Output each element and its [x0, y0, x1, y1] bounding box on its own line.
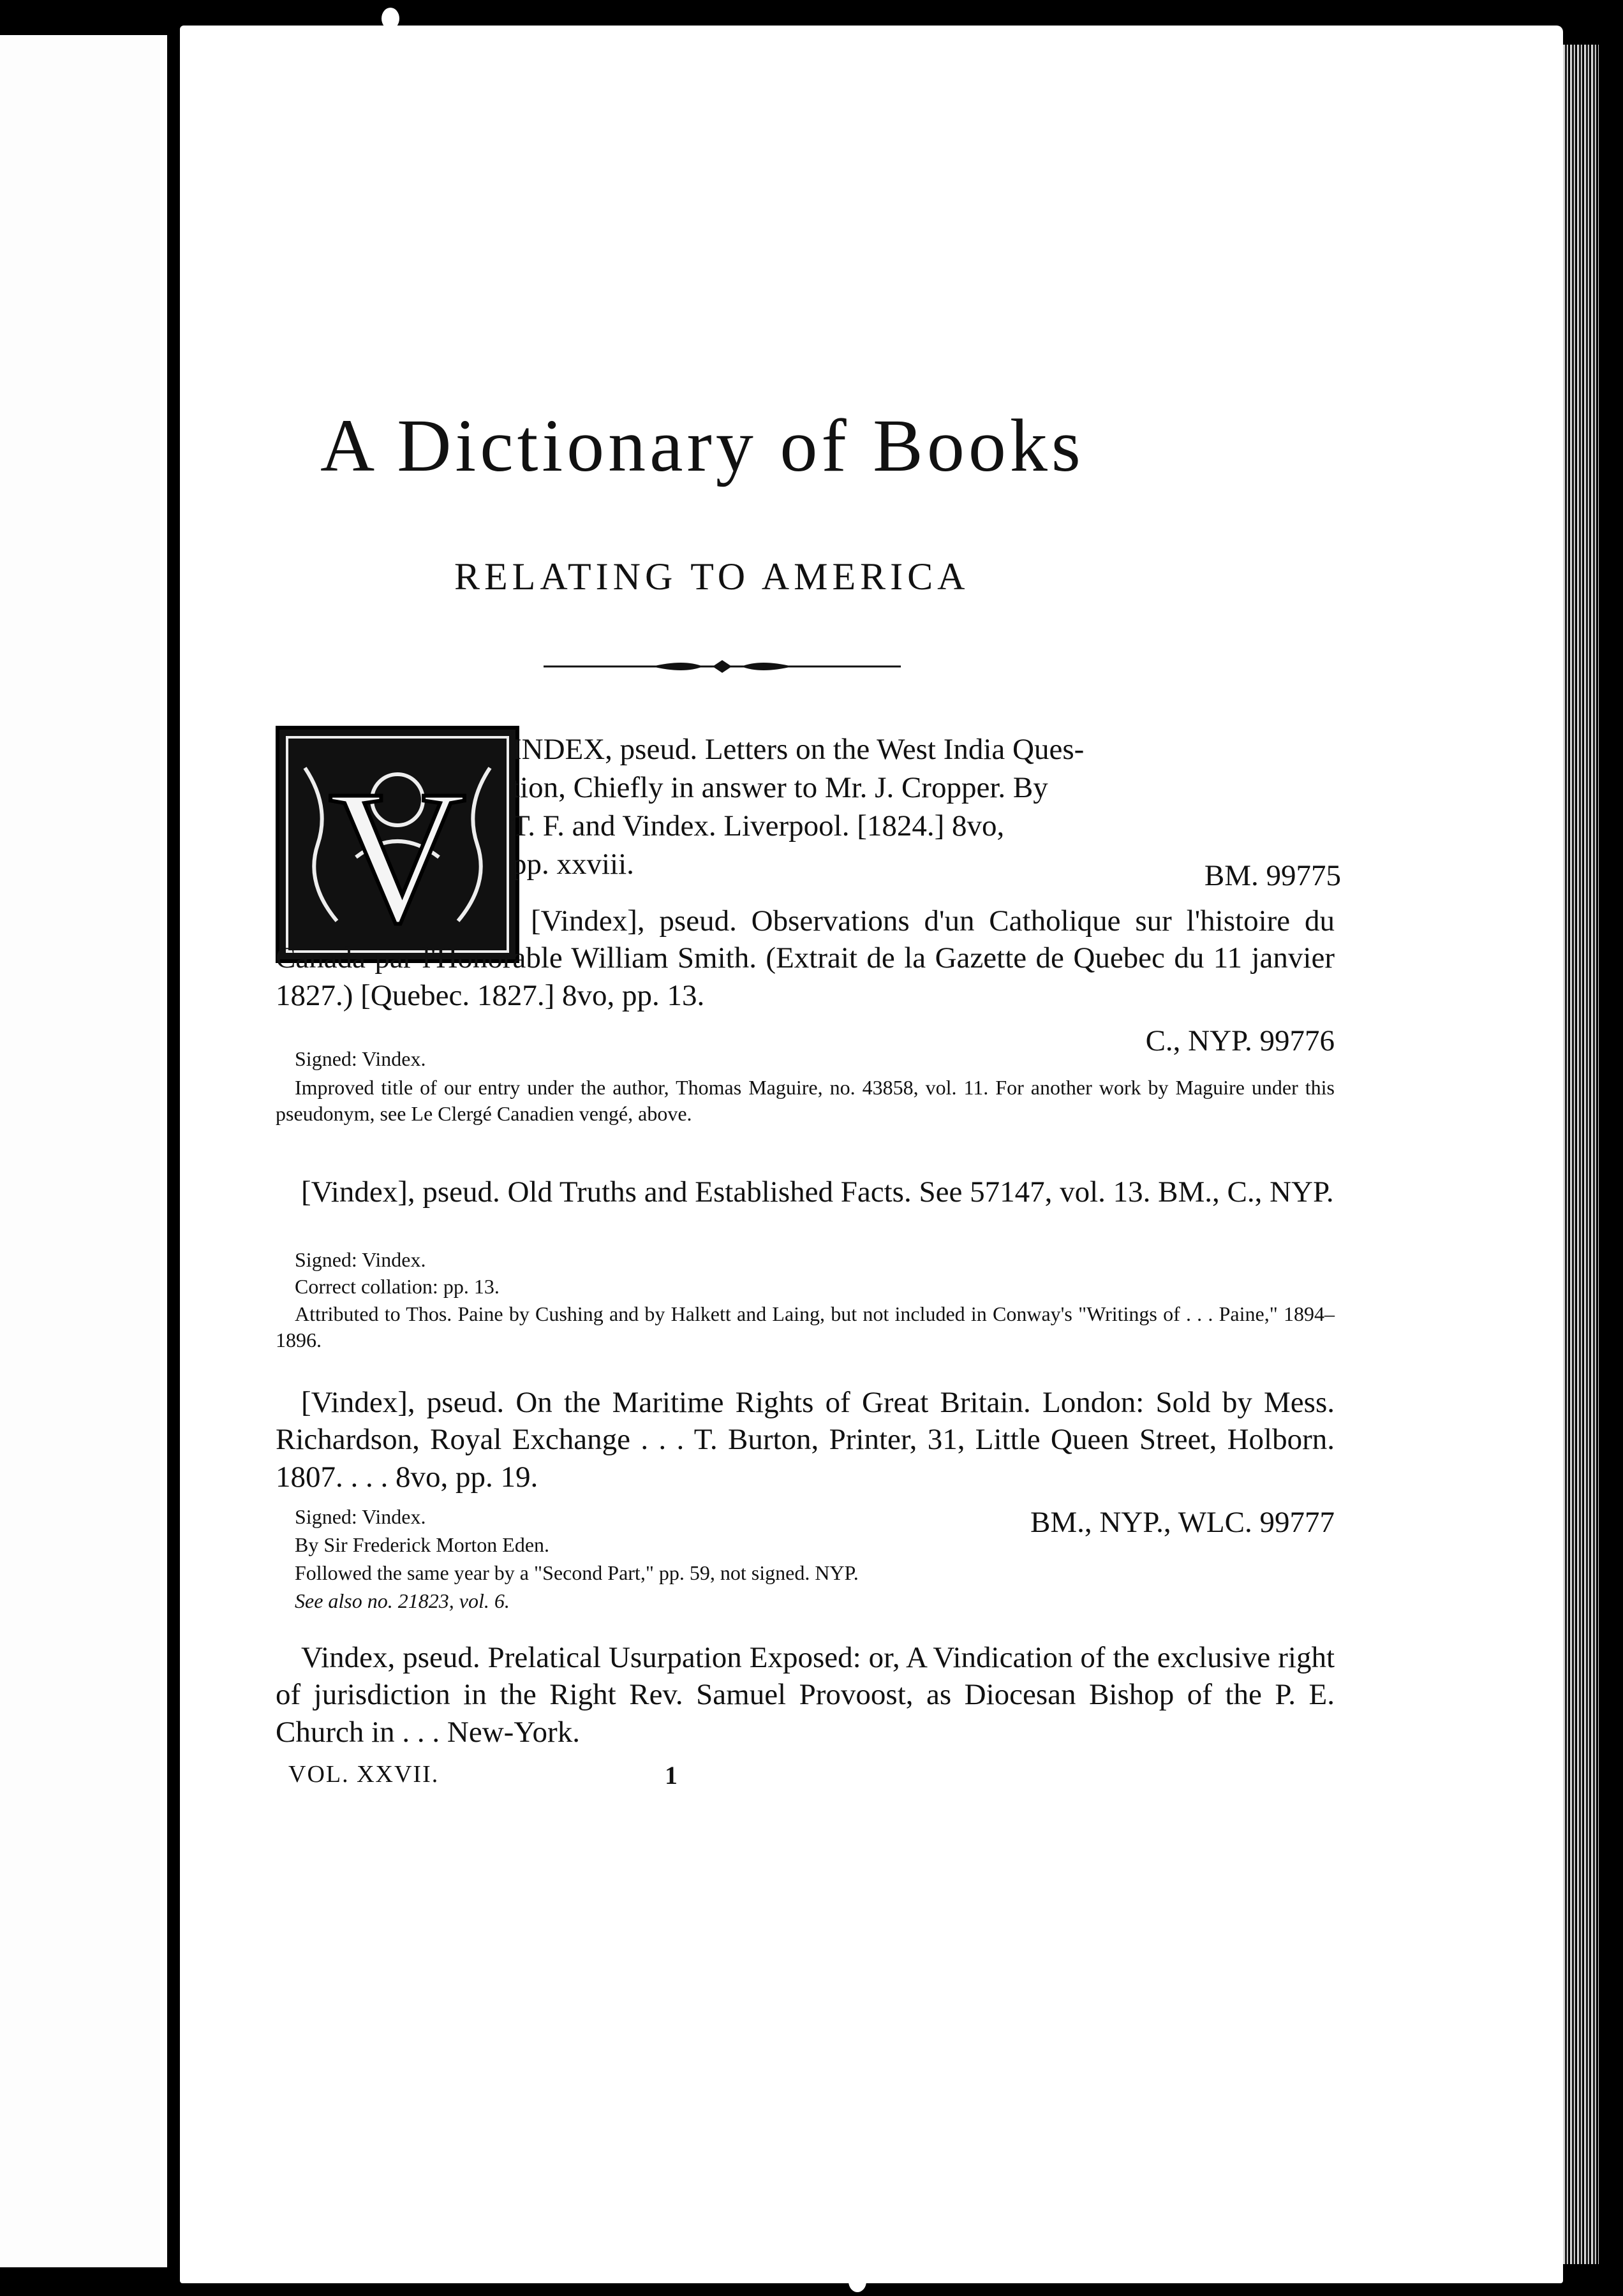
- facing-page-edge: [0, 35, 167, 2267]
- entry-3-note-signed: Signed: Vindex.: [295, 1248, 426, 1271]
- entry-5-text: Vindex, pseud. Prelatical Usurpation Exposed: or, A Vindication of the exclusive right of jurisdiction in the Right Rev. Samuel Provoost, as Diocesan Bishop of the P. E. Church in . . . New-York.: [276, 1641, 1335, 1749]
- entry-1-line-2: tion, Chiefly in answer to Mr. J. Cropper. By: [512, 771, 1048, 804]
- entry-4-note-signed: Signed: Vindex.: [295, 1505, 426, 1528]
- entry-4-note-author: By Sir Frederick Morton Eden.: [295, 1533, 550, 1556]
- entry-4-reference: BM., NYP., WLC. 99777: [1030, 1506, 1335, 1539]
- entry-2-note: Improved title of our entry under the author, Thomas Maguire, no. 43858, vol. 11. For another work by Maguire under this pseudonym, see Le Clergé Canadien vengé, above.: [276, 1076, 1335, 1125]
- entry-2-text: [Vindex], pseud. Observations d'un Catholique sur l'histoire du Canada par l'Honorable William Smith. (Extrait de la Gazette de Quebec du 11 janvier 1827.) [Quebec. 1827.] 8vo, pp. 13.: [276, 904, 1335, 1012]
- page-number: 1: [665, 1761, 678, 1790]
- ornament-rule: [544, 654, 901, 679]
- entry-4-text: [Vindex], pseud. On the Maritime Rights of Great Britain. London: Sold by Mess. Richardson, Royal Exchange . . . T. Burton, Printer, 31, Little Queen Street, Holborn. 1807. . . . 8vo, pp. 19.: [276, 1386, 1335, 1494]
- gutter-shadow: [167, 26, 180, 2270]
- entry-3-note-attribution: Attributed to Thos. Paine by Cushing and by Halkett and Laing, but not included in Conway's "Writings of . . . Paine," 1894–1896.: [276, 1302, 1335, 1351]
- volume-label: VOL. XXVII.: [288, 1761, 440, 1788]
- entry-2-reference: C., NYP. 99776: [1145, 1024, 1335, 1057]
- entry-2-note-signed: Signed: Vindex.: [295, 1047, 426, 1070]
- page-title: A Dictionary of Books: [320, 404, 1085, 487]
- entry-1-line-1: INDEX, pseud. Letters on the West India Ques-: [512, 733, 1085, 766]
- page-subtitle: RELATING TO AMERICA: [454, 556, 970, 598]
- entry-1-line-4: pp. xxviii.: [512, 848, 634, 881]
- page-stack-edge: [1563, 45, 1599, 2264]
- drop-cap-letter: V: [328, 751, 467, 959]
- entry-1-reference: BM. 99775: [1204, 859, 1341, 892]
- entry-4-note-see-also: See also no. 21823, vol. 6.: [295, 1589, 510, 1612]
- entry-3-note-collation: Correct collation: pp. 13.: [295, 1275, 500, 1298]
- entry-4-note-sequel: Followed the same year by a "Second Part," pp. 59, not signed. NYP.: [295, 1561, 859, 1584]
- entry-3-text: [Vindex], pseud. Old Truths and Established Facts. See 57147, vol. 13. BM., C., NYP.: [301, 1175, 1334, 1209]
- book-page: [180, 26, 1563, 2283]
- entry-1-line-3: T. F. and Vindex. Liverpool. [1824.] 8vo,: [512, 809, 1005, 843]
